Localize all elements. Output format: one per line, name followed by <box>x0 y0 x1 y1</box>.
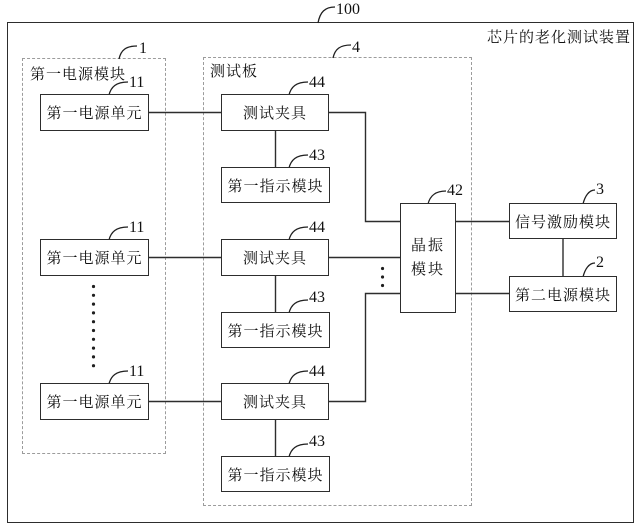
leader-ref-1 <box>119 46 137 59</box>
leader-ref-2 <box>583 263 595 277</box>
test-fixture-label: 测试夹具 <box>242 251 307 267</box>
test-board-label: 测试板 <box>210 64 259 80</box>
ellipsis-power-units <box>92 285 95 367</box>
indicator-module-label: 第一指示模块 <box>227 323 324 340</box>
ellipsis-crystal-inputs <box>381 267 384 287</box>
test-fixture-label: 测试夹具 <box>242 106 307 122</box>
crystal-module-label-line1: 晶振 <box>410 238 445 254</box>
crystal-module-box <box>400 203 456 313</box>
ref-label-1: 1 <box>139 40 147 57</box>
power-unit-box-2 <box>40 239 149 276</box>
leader-ref-100 <box>318 7 335 23</box>
leader-ref-4 <box>333 45 351 58</box>
signal-module-box <box>509 203 617 239</box>
ref-label-44-row3: 44 <box>309 363 325 380</box>
power-unit-label: 第一电源单元 <box>46 106 143 122</box>
wire-fixture1-crystal <box>329 113 400 222</box>
figure-title: 芯片的老化测试装置 <box>486 30 631 46</box>
ref-label-3: 3 <box>596 181 604 198</box>
test-fixture-box-3 <box>221 383 329 420</box>
power-module-label: 第一电源模块 <box>30 67 127 83</box>
ref-label-11-row3: 11 <box>129 363 145 380</box>
ref-label-2: 2 <box>596 254 604 271</box>
ref-label-43-row3: 43 <box>309 433 325 450</box>
second-power-module-label: 第二电源模块 <box>514 287 611 304</box>
ref-label-4: 4 <box>352 39 360 56</box>
signal-module-label: 信号激励模块 <box>514 214 611 231</box>
test-fixture-box-2 <box>221 239 329 276</box>
power-unit-box-3 <box>40 383 149 420</box>
ref-label-42: 42 <box>447 182 463 199</box>
ref-label-43-row1: 43 <box>309 147 325 164</box>
test-fixture-box-1 <box>221 94 329 131</box>
crystal-module-label-line2: 模块 <box>410 262 445 278</box>
power-unit-label: 第一电源单元 <box>46 395 143 411</box>
ref-label-11-row1: 11 <box>129 74 145 91</box>
ref-label-11-row2: 11 <box>129 219 145 236</box>
ref-label-100: 100 <box>336 1 360 18</box>
indicator-module-box-3 <box>221 456 330 492</box>
test-fixture-label: 测试夹具 <box>242 395 307 411</box>
ref-label-44-row1: 44 <box>309 74 325 91</box>
indicator-module-label: 第一指示模块 <box>227 467 324 484</box>
indicator-module-label: 第一指示模块 <box>227 178 324 195</box>
ref-label-44-row2: 44 <box>309 219 325 236</box>
wire-fixture3-crystal <box>329 294 400 402</box>
indicator-module-box-1 <box>221 167 330 203</box>
ref-label-43-row2: 43 <box>309 289 325 306</box>
second-power-module-box <box>509 276 617 312</box>
power-unit-box-1 <box>40 94 149 131</box>
leader-ref-3 <box>583 190 595 204</box>
indicator-module-box-2 <box>221 312 330 348</box>
power-unit-label: 第一电源单元 <box>46 251 143 267</box>
